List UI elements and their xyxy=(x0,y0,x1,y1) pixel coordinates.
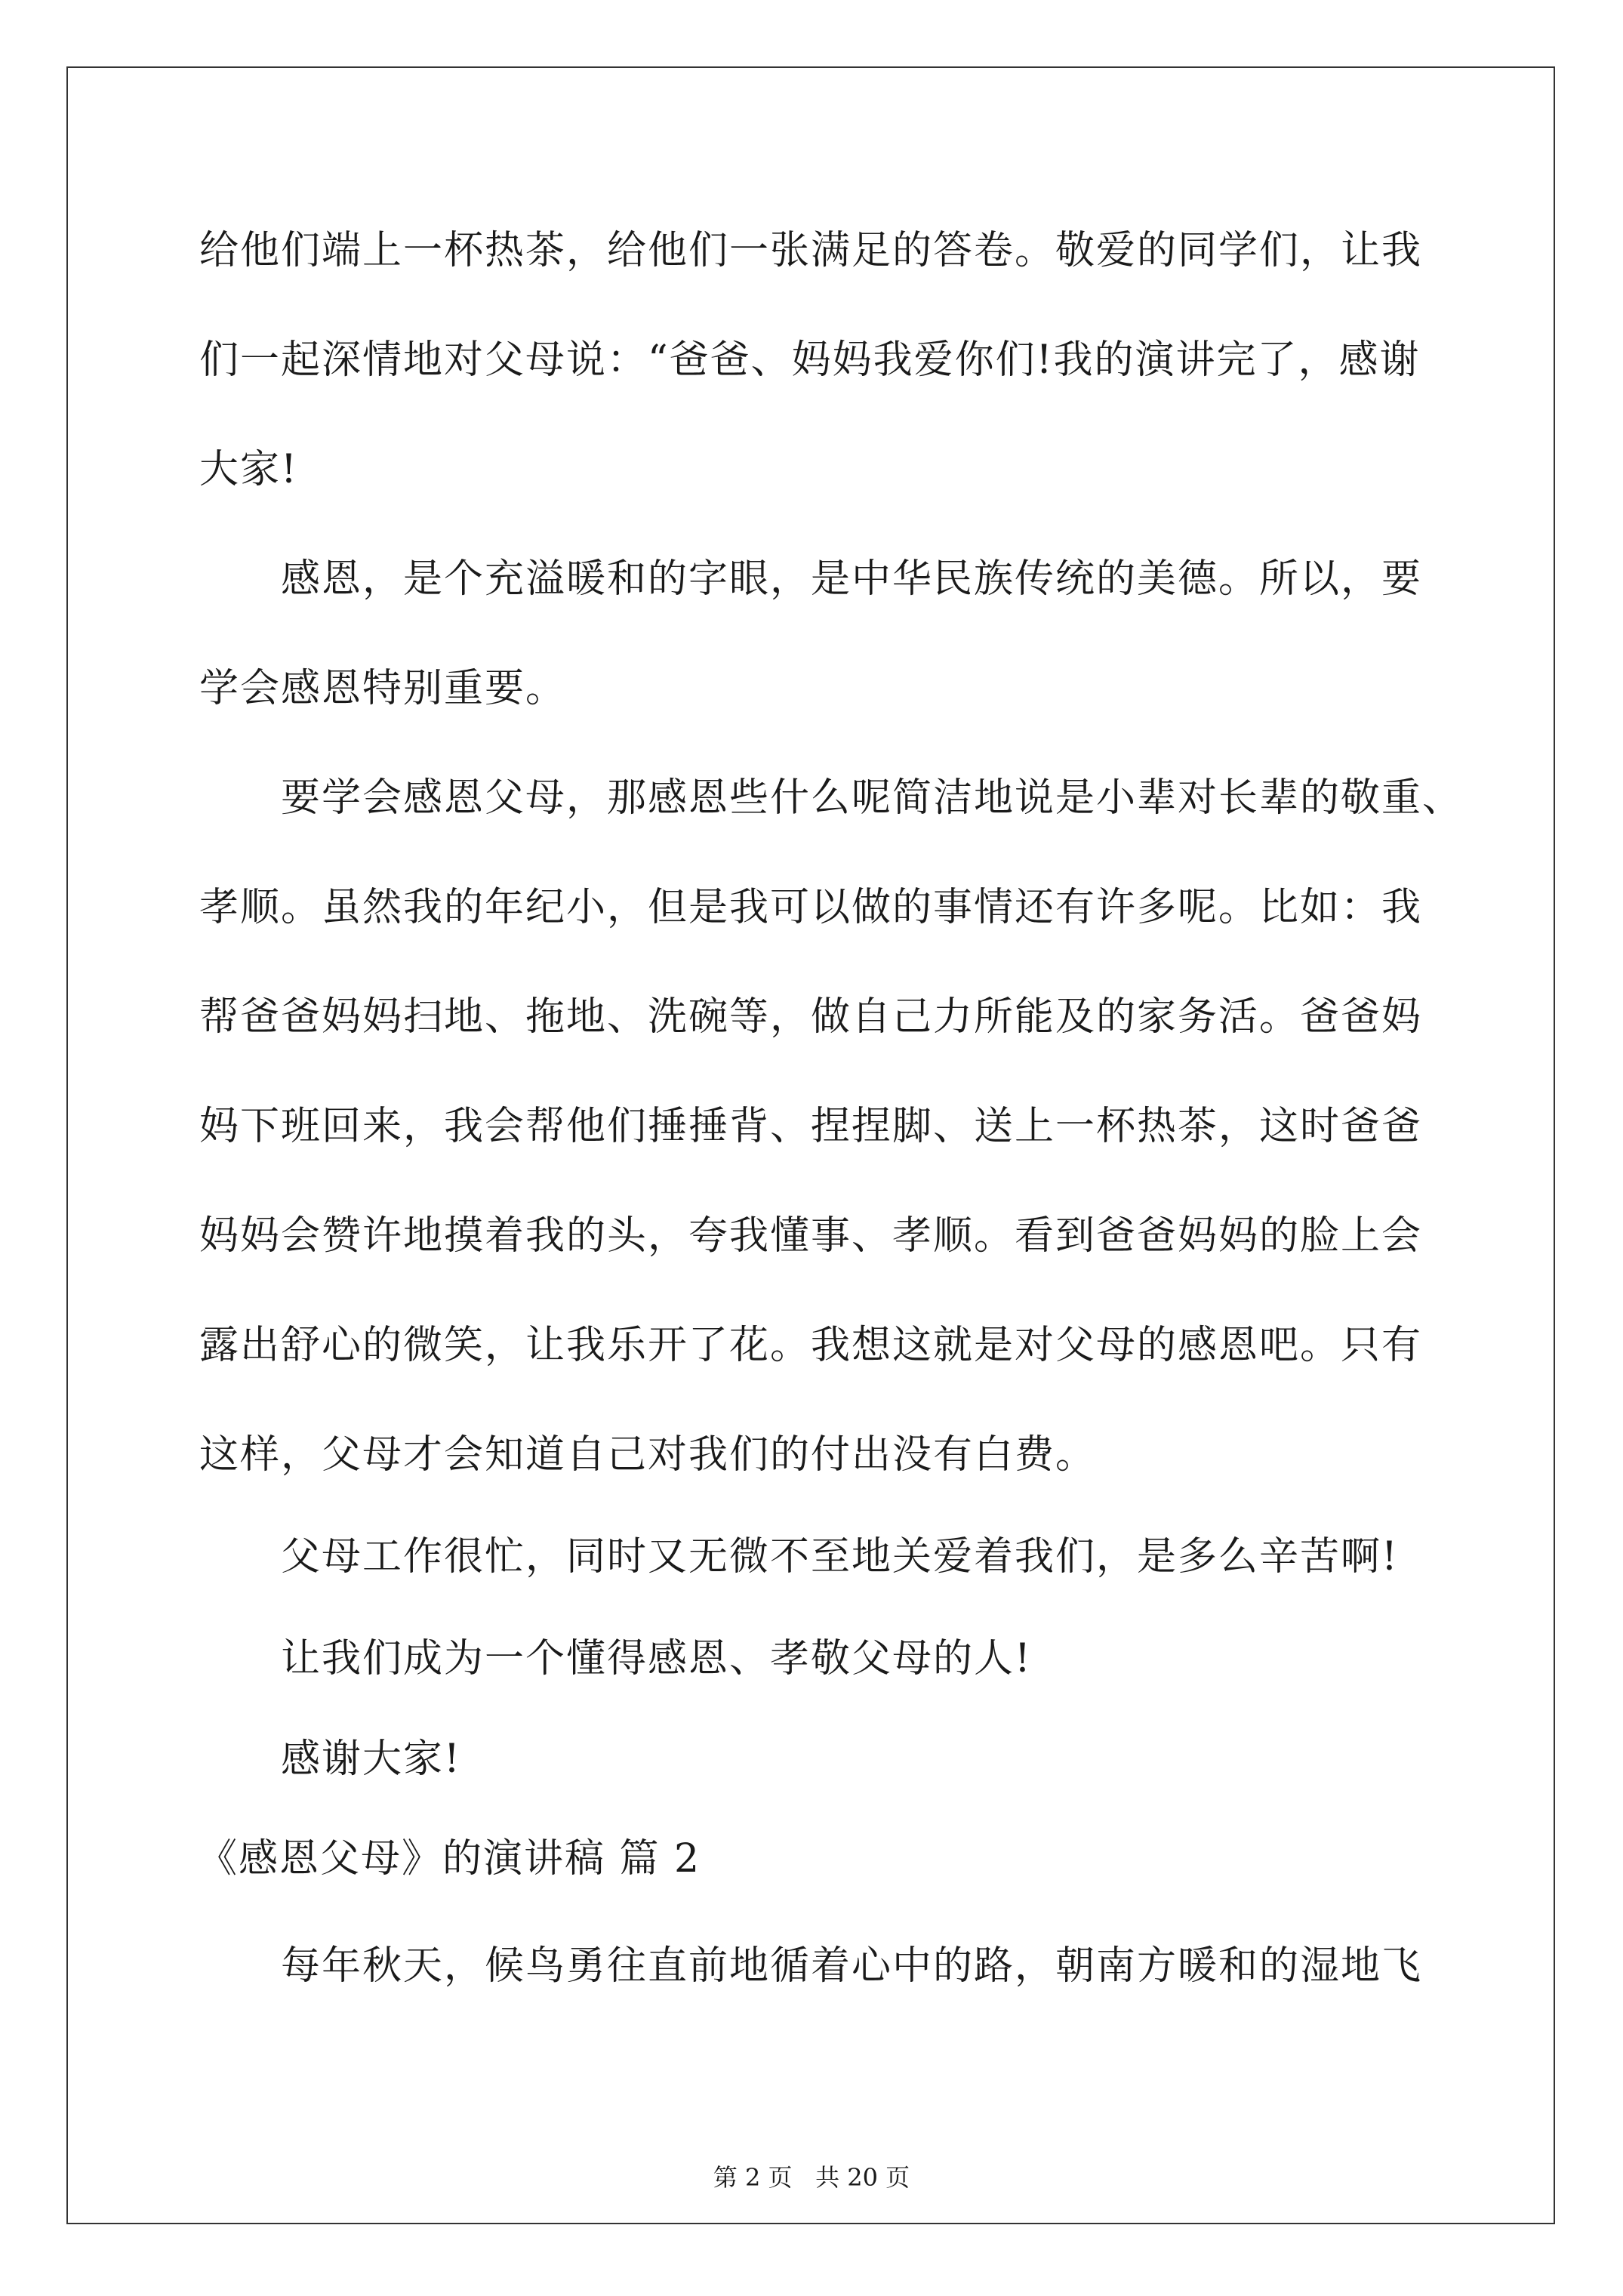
text-line: 妈妈会赞许地摸着我的头，夸我懂事、孝顺。看到爸爸妈妈的脸上会 xyxy=(199,1213,1423,1259)
text-line: 父母工作很忙，同时又无微不至地关爱着我们，是多么辛苦啊! xyxy=(281,1534,1399,1579)
text-line: 帮爸爸妈妈扫地、拖地、洗碗等，做自己力所能及的家务活。爸爸妈 xyxy=(199,994,1423,1040)
text-line: 感谢大家! xyxy=(281,1737,461,1782)
text-line: 妈下班回来，我会帮他们捶捶背、捏捏脚、送上一杯热茶，这时爸爸 xyxy=(199,1104,1423,1149)
page-footer: 第 2 页 共 20 页 xyxy=(713,2163,910,2192)
text-line: 这样，父母才会知道自己对我们的付出没有白费。 xyxy=(199,1432,1097,1478)
text-line: 学会感恩特别重要。 xyxy=(199,666,567,711)
text-line: 每年秋天，候鸟勇往直前地循着心中的路，朝南方暖和的湿地飞 xyxy=(281,1943,1423,1989)
text-line: 们一起深情地对父母说：“爸爸、妈妈我爱你们!我的演讲完了，感谢 xyxy=(199,337,1421,383)
section-heading: 《感恩父母》的演讲稿 篇 2 xyxy=(198,1836,701,1881)
text-line: 给他们端上一杯热茶，给他们一张满足的答卷。敬爱的同学们，让我 xyxy=(199,228,1423,273)
text-line: 让我们成为一个懂得感恩、孝敬父母的人! xyxy=(281,1636,1032,1681)
text-line: 感恩，是个充溢暖和的字眼，是中华民族传统的美德。所以，要 xyxy=(281,556,1423,602)
text-line: 孝顺。虽然我的年纪小，但是我可以做的事情还有许多呢。比如：我 xyxy=(199,885,1423,930)
text-line: 大家! xyxy=(199,447,298,492)
text-line: 露出舒心的微笑，让我乐开了花。我想这就是对父母的感恩吧。只有 xyxy=(199,1323,1423,1368)
text-line: 要学会感恩父母，那感恩些什么呢简洁地说是小辈对长辈的敬重、 xyxy=(281,775,1464,821)
